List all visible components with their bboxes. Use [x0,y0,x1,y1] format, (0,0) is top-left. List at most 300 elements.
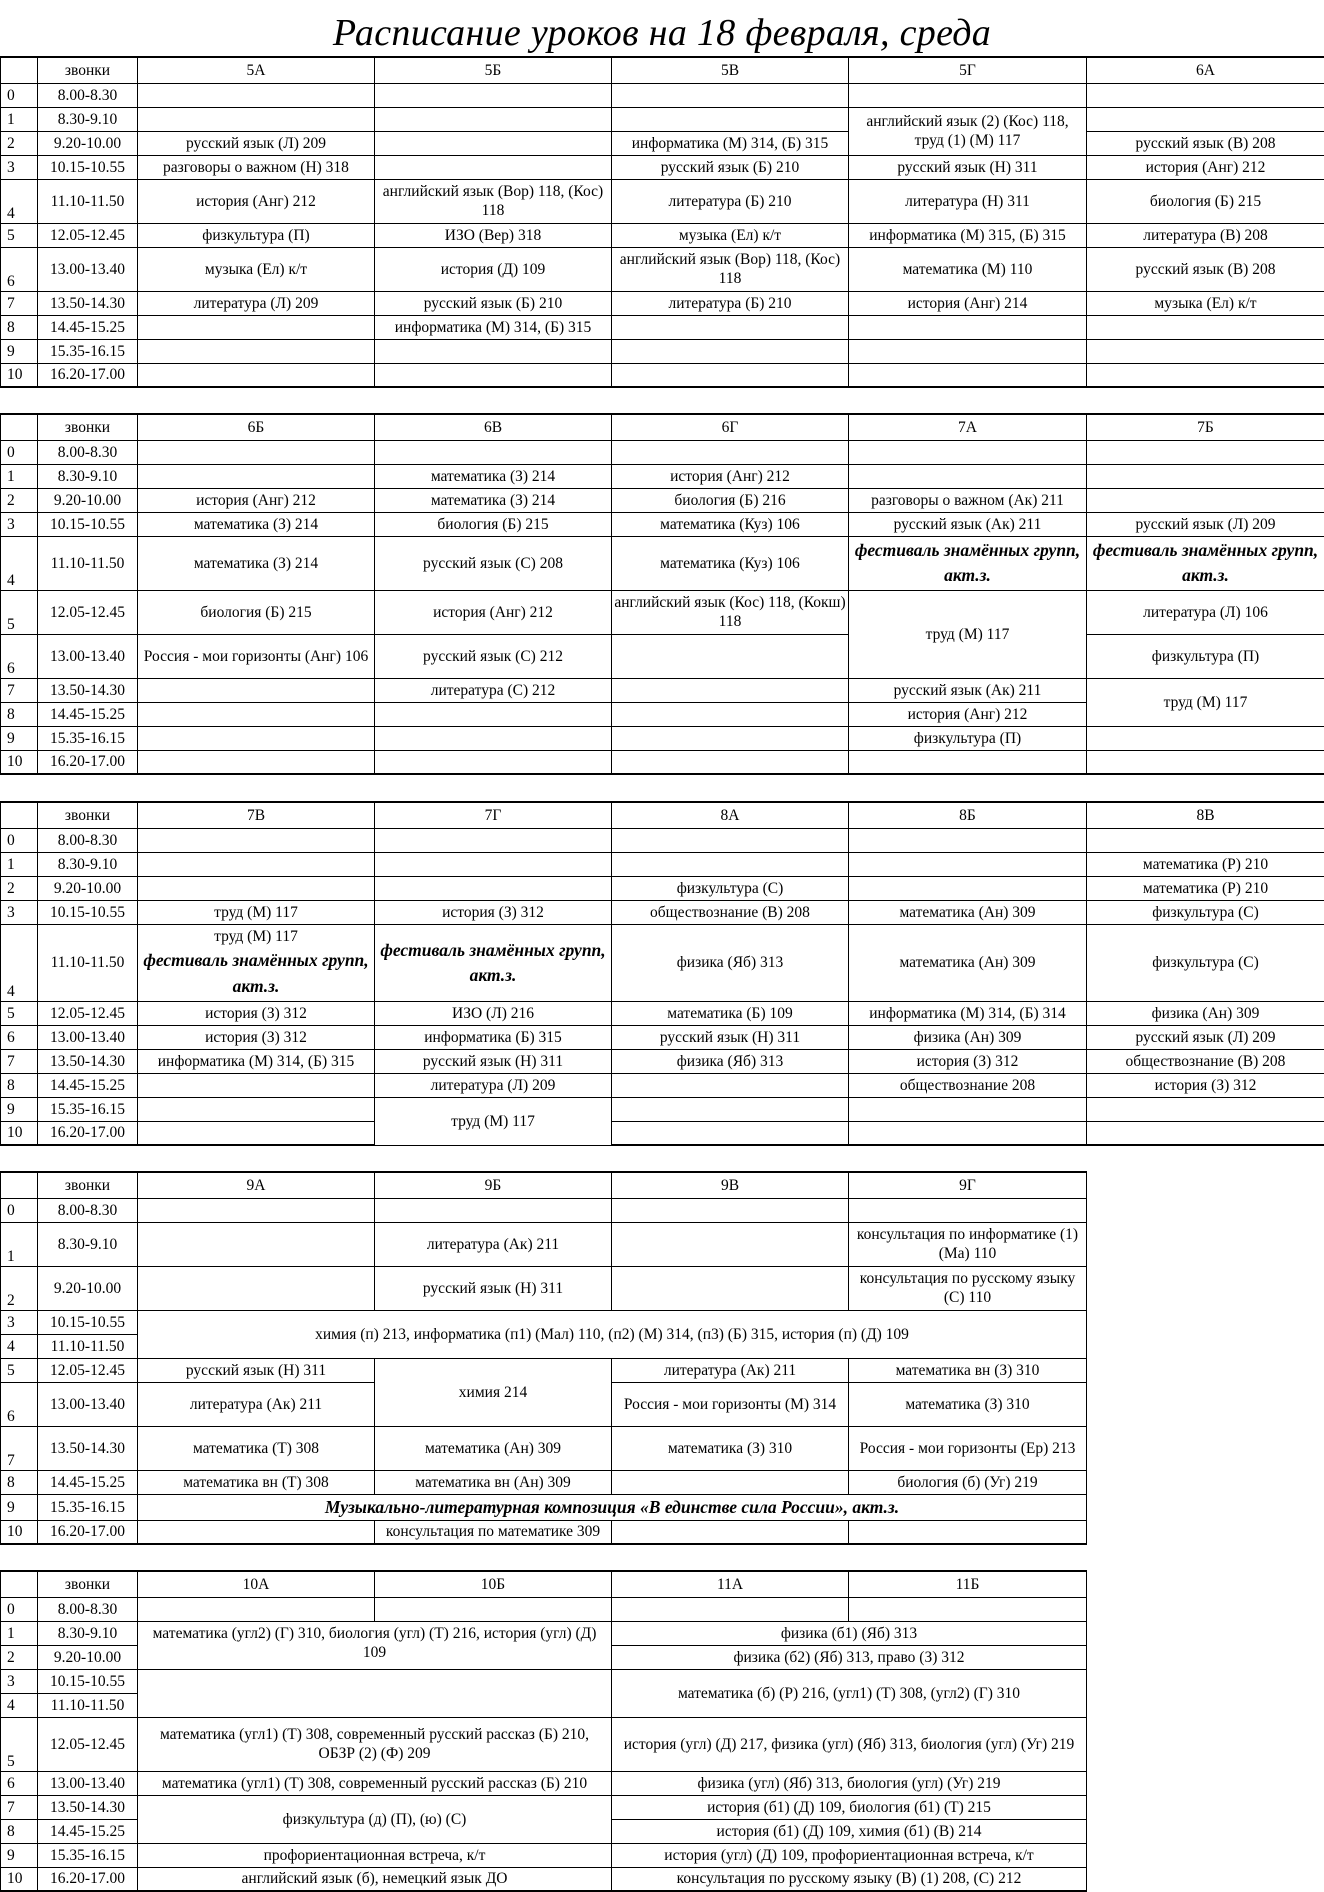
lesson-cell [612,315,849,339]
lesson-cell: математика (З) 214 [375,464,612,488]
lesson-cell: английский язык (Кос) 118, (Кокш) 118 [612,590,849,634]
class-header: 7Г [375,802,612,828]
lesson-cell [138,1222,375,1266]
lesson-cell: литература (Л) 209 [138,291,375,315]
lesson-cell: русский язык (Н) 311 [849,155,1087,179]
lesson-cell [375,852,612,876]
lesson-cell: литература (С) 212 [375,678,612,702]
bell-time: 8.00-8.30 [38,1198,138,1222]
lesson-cell [612,726,849,750]
lesson-number: 6 [1,247,38,291]
bell-time: 9.20-10.00 [38,488,138,512]
lesson-cell: биология (Б) 216 [612,488,849,512]
bell-time: 11.10-11.50 [38,179,138,223]
lesson-cell: русский язык (Б) 210 [612,155,849,179]
class-header: 8В [1087,802,1324,828]
lesson-cell: обществознание (В) 208 [612,900,849,924]
lesson-cell [849,83,1087,107]
lesson-number: 3 [1,155,38,179]
bell-time: 12.05-12.45 [38,1717,138,1771]
lesson-cell [1087,828,1324,852]
lesson-cell [849,315,1087,339]
lesson-cell [138,339,375,363]
lesson-cell [375,107,612,131]
lesson-cell: разговоры о важном (Ак) 211 [849,488,1087,512]
lesson-cell: история (угл) (Д) 109, профориентационная встреча, к/т [612,1843,1087,1867]
lesson-cell: математика (З) 310 [612,1426,849,1470]
bells-header: звонки [38,414,138,440]
lesson-cell: история (Анг) 212 [375,590,612,634]
lesson-cell: английский язык (б), немецкий язык ДО [138,1867,612,1891]
class-header: 5А [138,57,375,83]
lesson-cell [375,726,612,750]
lesson-text: труд (М) 117 [140,927,372,947]
lesson-number: 10 [1,1520,38,1544]
lesson-cell: физкультура (П) [1087,634,1324,678]
lesson-number: 9 [1,1494,38,1520]
lesson-cell: история (Анг) 214 [849,291,1087,315]
lesson-number: 7 [1,1049,38,1073]
lesson-cell [375,363,612,387]
bell-time: 8.00-8.30 [38,1597,138,1621]
class-header: 11Б [849,1571,1087,1597]
lesson-number: 0 [1,828,38,852]
bell-time: 8.30-9.10 [38,1222,138,1266]
lesson-cell [849,876,1087,900]
lesson-number: 10 [1,1121,38,1145]
bell-time: 14.45-15.25 [38,1819,138,1843]
lesson-cell: Россия - мои горизонты (Ер) 213 [849,1426,1087,1470]
class-header: 11А [612,1571,849,1597]
bell-time: 8.30-9.10 [38,1621,138,1645]
lesson-number: 4 [1,179,38,223]
lesson-cell [375,339,612,363]
lesson-cell: труд (М) 117 [849,590,1087,678]
lesson-cell: обществознание 208 [849,1073,1087,1097]
bell-time: 15.35-16.15 [38,339,138,363]
lesson-cell [138,702,375,726]
lesson-cell: математика вн (З) 310 [849,1358,1087,1382]
bell-time: 14.45-15.25 [38,1470,138,1494]
lesson-number: 2 [1,876,38,900]
lesson-number: 4 [1,536,38,590]
lesson-number: 7 [1,678,38,702]
lesson-cell: ИЗО (Вер) 318 [375,223,612,247]
lesson-cell: история (З) 312 [375,900,612,924]
lesson-cell [138,107,375,131]
bell-time: 12.05-12.45 [38,223,138,247]
lesson-cell: информатика (М) 314, (Б) 315 [375,315,612,339]
lesson-number: 8 [1,1819,38,1843]
lesson-cell [612,852,849,876]
lesson-cell [612,750,849,774]
lesson-cell: история (Анг) 212 [138,488,375,512]
lesson-cell: математика (Р) 210 [1087,876,1324,900]
bell-time: 14.45-15.25 [38,702,138,726]
lesson-cell [1087,363,1324,387]
bell-time: 8.00-8.30 [38,828,138,852]
lesson-cell: труд (М) 117 [138,900,375,924]
lesson-cell: консультация по русскому языку (В) (1) 208, (С) 212 [612,1867,1087,1891]
lesson-cell [375,702,612,726]
lesson-number: 8 [1,702,38,726]
lesson-cell: русский язык (С) 212 [375,634,612,678]
lesson-cell: литература (Ак) 211 [138,1382,375,1426]
lesson-number: 6 [1,1771,38,1795]
lesson-cell [138,464,375,488]
class-header: 6А [1087,57,1324,83]
lesson-cell: математика (Ан) 309 [375,1426,612,1470]
lesson-cell [849,828,1087,852]
lesson-cell: русский язык (Н) 311 [612,1025,849,1049]
lesson-number: 1 [1,107,38,131]
lesson-cell: математика (Б) 109 [612,1001,849,1025]
lesson-cell [138,678,375,702]
lesson-cell: физкультура (С) [612,876,849,900]
lesson-cell: история (б1) (Д) 109, биология (б1) (Т) 215 [612,1795,1087,1819]
lesson-cell [849,1121,1087,1145]
lesson-cell: история (угл) (Д) 217, физика (угл) (Яб) 313, биология (угл) (Уг) 219 [612,1717,1087,1771]
lesson-cell: физика (б1) (Яб) 313 [612,1621,1087,1645]
lesson-cell [612,107,849,131]
bell-time: 10.15-10.55 [38,1310,138,1334]
lesson-cell [138,1597,375,1621]
lesson-cell [375,1597,612,1621]
lesson-cell [138,852,375,876]
lesson-cell [138,1198,375,1222]
lesson-number: 1 [1,852,38,876]
lesson-cell: Россия - мои горизонты (М) 314 [612,1382,849,1426]
lesson-cell: математика (Т) 308 [138,1426,375,1470]
lesson-cell [138,1073,375,1097]
lesson-number: 0 [1,1597,38,1621]
lesson-number: 8 [1,1073,38,1097]
class-header: 5Б [375,57,612,83]
bells-header: звонки [38,1571,138,1597]
lesson-number: 8 [1,315,38,339]
event-cell: фестиваль знамённых групп, акт.з. [375,924,612,1001]
lesson-cell [1087,107,1324,131]
lesson-cell: математика (М) 110 [849,247,1087,291]
lesson-cell [849,1520,1087,1544]
bell-time: 8.00-8.30 [38,83,138,107]
lesson-cell: русский язык (В) 208 [1087,247,1324,291]
lesson-cell: русский язык (В) 208 [1087,131,1324,155]
schedule-block-1 [0,56,1324,388]
lesson-number: 5 [1,1001,38,1025]
bell-time: 13.00-13.40 [38,634,138,678]
lesson-cell [612,1266,849,1310]
lesson-cell: история (Анг) 212 [138,179,375,223]
bell-time: 16.20-17.00 [38,750,138,774]
schedule-block-4 [0,1171,1087,1545]
bell-time: 13.50-14.30 [38,1426,138,1470]
bell-time: 9.20-10.00 [38,1645,138,1669]
bells-header: звонки [38,1172,138,1198]
lesson-cell [1087,440,1324,464]
bell-time: 10.15-10.55 [38,1669,138,1693]
lesson-number: 3 [1,512,38,536]
lesson-number: 0 [1,83,38,107]
lesson-cell [138,1669,612,1717]
lesson-cell [849,1097,1087,1121]
class-header: 9В [612,1172,849,1198]
lesson-cell: биология (б) (Уг) 219 [849,1470,1087,1494]
lesson-cell: консультация по русскому языку (С) 110 [849,1266,1087,1310]
corner-cell [1,57,38,83]
lesson-cell: русский язык (Н) 311 [138,1358,375,1382]
lesson-cell [849,339,1087,363]
lesson-cell: информатика (М) 314, (Б) 315 [612,131,849,155]
lesson-number: 2 [1,1266,38,1310]
lesson-cell: физкультура (П) [849,726,1087,750]
bell-time: 13.00-13.40 [38,247,138,291]
class-header: 9Г [849,1172,1087,1198]
lesson-cell [612,1470,849,1494]
lesson-cell [612,1222,849,1266]
bell-time: 11.10-11.50 [38,1334,138,1358]
lesson-cell: математика вн (Ан) 309 [375,1470,612,1494]
bell-time: 11.10-11.50 [38,924,138,1001]
lesson-cell: информатика (М) 315, (Б) 315 [849,223,1087,247]
bell-time: 14.45-15.25 [38,1073,138,1097]
event-cell: фестиваль знамённых групп, акт.з. [849,536,1087,590]
lesson-number: 5 [1,223,38,247]
bell-time: 10.15-10.55 [38,900,138,924]
class-header: 7В [138,802,375,828]
class-header: 9А [138,1172,375,1198]
lesson-number: 5 [1,590,38,634]
bell-time: 10.15-10.55 [38,155,138,179]
page-title: Расписание уроков на 18 февраля, среда [0,8,1324,58]
lesson-cell: труд (М) 117 [1087,678,1324,726]
lesson-number: 1 [1,1222,38,1266]
lesson-number: 3 [1,1310,38,1334]
lesson-cell: физика (Ан) 309 [1087,1001,1324,1025]
lesson-cell: физика (Яб) 313 [612,1049,849,1073]
bell-time: 11.10-11.50 [38,536,138,590]
bell-time: 15.35-16.15 [38,1843,138,1867]
lesson-number: 0 [1,440,38,464]
lesson-cell [1087,726,1324,750]
bell-time: 8.00-8.30 [38,440,138,464]
lesson-cell: музыка (Ел) к/т [1087,291,1324,315]
lesson-cell [138,924,375,1001]
lesson-number: 2 [1,488,38,512]
bell-time: 8.30-9.10 [38,464,138,488]
lesson-cell: математика (З) 214 [138,512,375,536]
bell-time: 9.20-10.00 [38,131,138,155]
lesson-cell: физкультура (д) (П), (ю) (С) [138,1795,612,1843]
lesson-number: 8 [1,1470,38,1494]
bell-time: 9.20-10.00 [38,876,138,900]
lesson-cell: математика (Ан) 309 [849,924,1087,1001]
lesson-cell: физкультура (П) [138,223,375,247]
lesson-cell [1087,488,1324,512]
lesson-cell: профориентационная встреча, к/т [138,1843,612,1867]
lesson-cell: математика (Куз) 106 [612,512,849,536]
lesson-cell: консультация по информатике (1) (Ма) 110 [849,1222,1087,1266]
lesson-cell: история (Д) 109 [375,247,612,291]
corner-cell [1,1172,38,1198]
lesson-cell: биология (Б) 215 [375,512,612,536]
lesson-cell: математика (З) 214 [375,488,612,512]
lesson-cell: русский язык (Л) 209 [1087,1025,1324,1049]
lesson-cell [138,726,375,750]
lesson-cell: литература (Н) 311 [849,179,1087,223]
lesson-number: 2 [1,1645,38,1669]
lesson-number: 9 [1,1097,38,1121]
event-text: фестиваль знамённых групп, акт.з. [140,947,372,999]
lesson-cell: литература (Б) 210 [612,179,849,223]
bell-time: 11.10-11.50 [38,1693,138,1717]
lesson-cell: история (Анг) 212 [849,702,1087,726]
lesson-cell: русский язык (Н) 311 [375,1049,612,1073]
corner-cell [1,414,38,440]
lesson-cell: математика (б) (Р) 216, (угл1) (Т) 308, (угл2) (Г) 310 [612,1669,1087,1717]
lesson-cell [138,363,375,387]
lesson-number: 3 [1,900,38,924]
lesson-cell [1087,464,1324,488]
corner-cell [1,1571,38,1597]
lesson-cell [1087,1097,1324,1121]
bell-time: 12.05-12.45 [38,590,138,634]
schedule-block-3 [0,801,1324,1146]
lesson-cell [612,702,849,726]
lesson-cell [612,1073,849,1097]
lesson-number: 1 [1,1621,38,1645]
lesson-number: 10 [1,363,38,387]
lesson-number: 5 [1,1717,38,1771]
lesson-cell: математика (З) 214 [138,536,375,590]
lesson-cell: история (З) 312 [849,1049,1087,1073]
lesson-cell: труд (М) 117 [375,1097,612,1145]
lesson-cell: математика вн (Т) 308 [138,1470,375,1494]
lesson-number: 10 [1,1867,38,1891]
lesson-cell [612,83,849,107]
bell-time: 13.00-13.40 [38,1771,138,1795]
class-header: 6Г [612,414,849,440]
lesson-cell [612,634,849,678]
lesson-cell [375,155,612,179]
lesson-cell [375,83,612,107]
lesson-cell [612,678,849,702]
schedule-block-2 [0,413,1324,775]
bell-time: 13.50-14.30 [38,291,138,315]
lesson-cell [612,1097,849,1121]
class-header: 8Б [849,802,1087,828]
lesson-number: 9 [1,339,38,363]
lesson-cell: английский язык (Вор) 118, (Кос) 118 [612,247,849,291]
lesson-cell [612,1520,849,1544]
lesson-cell: литература (В) 208 [1087,223,1324,247]
lesson-cell: ИЗО (Л) 216 [375,1001,612,1025]
lesson-cell: история (Анг) 212 [1087,155,1324,179]
event-cell: фестиваль знамённых групп, акт.з. [1087,536,1324,590]
lesson-number: 9 [1,726,38,750]
lesson-cell [138,440,375,464]
class-header: 6Б [138,414,375,440]
lesson-cell [375,1198,612,1222]
lesson-cell: история (Анг) 212 [612,464,849,488]
lesson-number: 6 [1,1382,38,1426]
lesson-cell: обществознание (В) 208 [1087,1049,1324,1073]
lesson-number: 6 [1,634,38,678]
lesson-cell [138,1266,375,1310]
lesson-number: 10 [1,750,38,774]
lesson-cell: литература (Л) 106 [1087,590,1324,634]
lesson-number: 2 [1,131,38,155]
lesson-number: 5 [1,1358,38,1382]
bell-time: 16.20-17.00 [38,363,138,387]
class-header: 9Б [375,1172,612,1198]
lesson-cell: математика (угл1) (Т) 308, современный русский рассказ (Б) 210, ОБЗР (2) (Ф) 209 [138,1717,612,1771]
class-header: 10Б [375,1571,612,1597]
lesson-cell [375,828,612,852]
lesson-cell: химия 214 [375,1358,612,1426]
lesson-cell [849,363,1087,387]
lesson-cell [138,1520,375,1544]
lesson-cell: информатика (М) 314, (Б) 315 [138,1049,375,1073]
lesson-cell [849,464,1087,488]
lesson-cell [138,1121,375,1145]
lesson-cell [375,750,612,774]
lesson-cell: химия (п) 213, информатика (п1) (Мал) 110, (п2) (М) 314, (п3) (Б) 315, история (п) (Д) 109 [138,1310,1087,1358]
bells-header: звонки [38,802,138,828]
lesson-cell: музыка (Ел) к/т [612,223,849,247]
event-cell: Музыкально-литературная композиция «В единстве сила России», акт.з. [138,1494,1087,1520]
lesson-cell: история (З) 312 [138,1025,375,1049]
lesson-cell: русский язык (Л) 209 [1087,512,1324,536]
lesson-cell [1087,315,1324,339]
lesson-cell: биология (Б) 215 [138,590,375,634]
lesson-number: 0 [1,1198,38,1222]
lesson-cell [612,440,849,464]
lesson-cell: русский язык (Б) 210 [375,291,612,315]
class-header: 7Б [1087,414,1324,440]
lesson-cell [138,876,375,900]
lesson-cell [375,440,612,464]
class-header: 10А [138,1571,375,1597]
bell-time: 16.20-17.00 [38,1867,138,1891]
lesson-cell: биология (Б) 215 [1087,179,1324,223]
lesson-cell: английский язык (Вор) 118, (Кос) 118 [375,179,612,223]
lesson-cell [849,440,1087,464]
lesson-number: 7 [1,1426,38,1470]
lesson-cell: физика (б2) (Яб) 313, право (З) 312 [612,1645,1087,1669]
lesson-number: 7 [1,1795,38,1819]
lesson-cell: математика (угл2) (Г) 310, биология (угл) (Т) 216, история (угл) (Д) 109 [138,1621,612,1669]
lesson-cell: информатика (М) 314, (Б) 314 [849,1001,1087,1025]
bells-header: звонки [38,57,138,83]
lesson-cell [1087,750,1324,774]
bell-time: 15.35-16.15 [38,726,138,750]
lesson-cell [849,1198,1087,1222]
lesson-number: 4 [1,1693,38,1717]
lesson-cell: русский язык (Л) 209 [138,131,375,155]
lesson-cell: музыка (Ел) к/т [138,247,375,291]
bell-time: 15.35-16.15 [38,1494,138,1520]
lesson-number: 4 [1,1334,38,1358]
lesson-cell [612,828,849,852]
lesson-cell [612,363,849,387]
lesson-cell [375,876,612,900]
lesson-cell [138,315,375,339]
lesson-cell: русский язык (Н) 311 [375,1266,612,1310]
lesson-cell: литература (Ак) 211 [612,1358,849,1382]
lesson-number: 3 [1,1669,38,1693]
lesson-cell [849,852,1087,876]
